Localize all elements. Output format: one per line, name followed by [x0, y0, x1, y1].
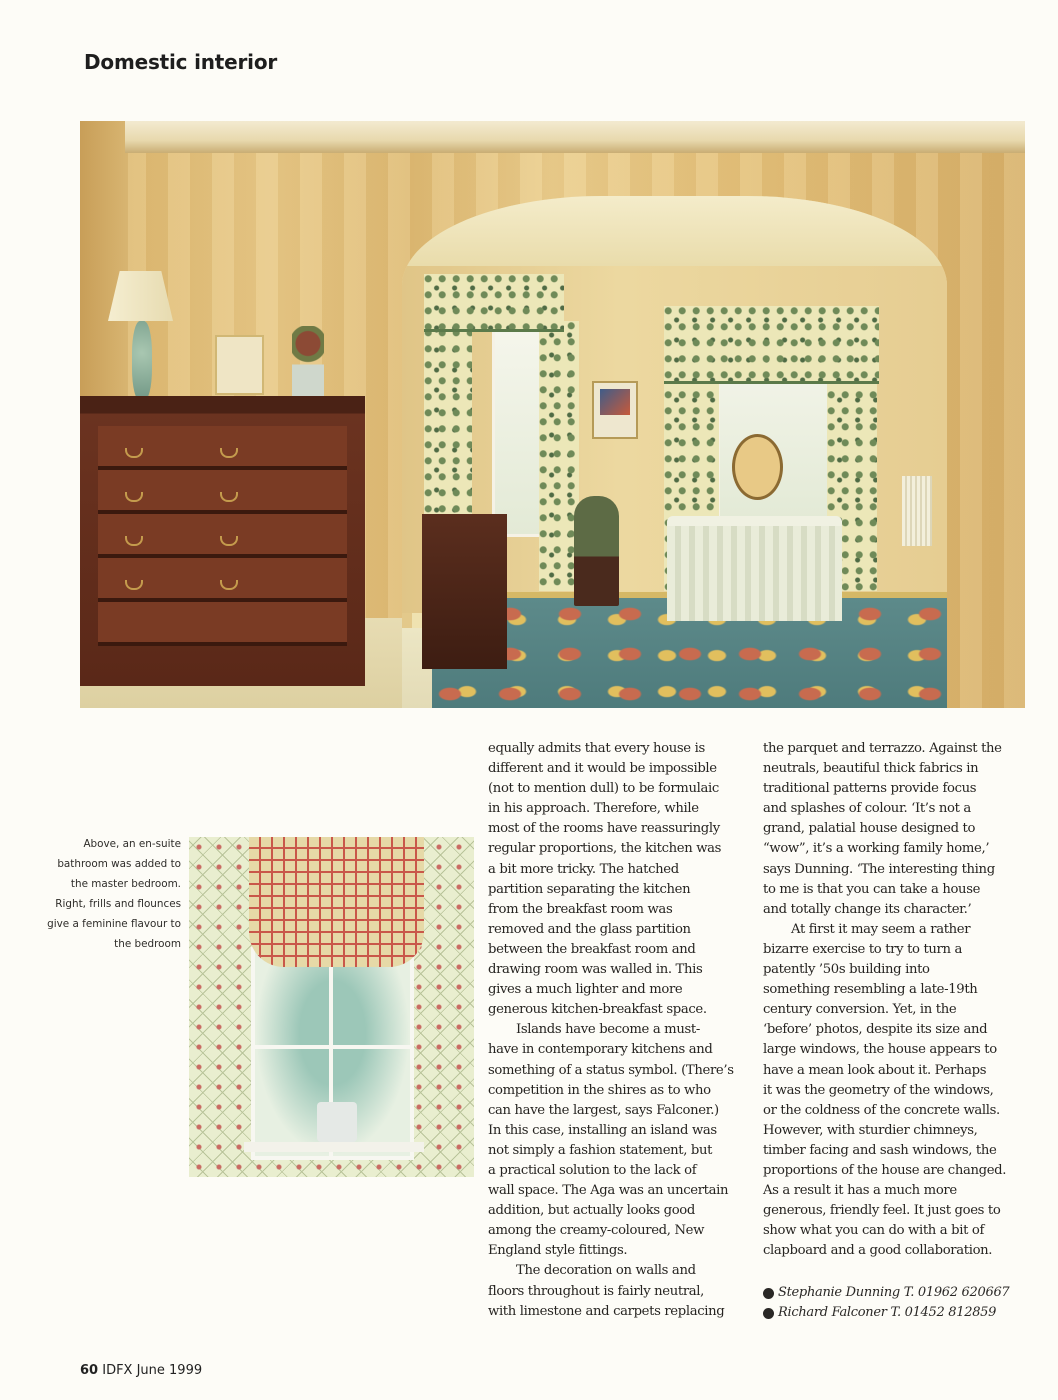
text-line: a practical solution to the lack of [488, 1162, 697, 1178]
contact-text: Stephanie Dunning T. 01962 620667 [778, 1285, 1010, 1300]
text-line: However, with sturdier chimneys, [763, 1122, 978, 1138]
body-column-2 [763, 739, 1025, 1261]
text-line: between the breakfast room and [488, 941, 696, 957]
text-line: As a result it has a much more [763, 1183, 957, 1199]
text-line: the parquet and terrazzo. Against the [763, 741, 1002, 756]
ceramic-lamp-base [132, 321, 152, 401]
text-line: wall space. The Aga was an uncertain [488, 1183, 729, 1199]
contact-text: Richard Falconer T. 01452 812859 [778, 1305, 997, 1320]
inner-ceiling [402, 196, 947, 266]
gingham-chair [574, 496, 619, 606]
cornice-moulding [125, 121, 1025, 153]
text-line: proportions of the house are changed. [763, 1162, 1007, 1178]
text-line: have a mean look about it. Perhaps [763, 1062, 987, 1078]
radiator [902, 476, 932, 546]
caption-line: the bedroom [114, 938, 181, 950]
text-line: says Dunning. ‘The interesting thing [763, 861, 995, 877]
text-line: have in contemporary kitchens and [488, 1042, 713, 1058]
ceramic-pot [317, 1102, 357, 1142]
text-line: large windows, the house appears to [763, 1042, 997, 1058]
framed-picture [592, 381, 638, 439]
text-line: century conversion. Yet, in the [763, 1002, 957, 1018]
text-line: gives a much lighter and more [488, 982, 683, 998]
text-line: competition in the shires as to who [488, 1082, 711, 1098]
text-line: most of the rooms have reassuringly [488, 821, 720, 837]
text-line: show what you can do with a bit of [763, 1223, 985, 1239]
text-line: Islands have become a must- [516, 1022, 700, 1038]
paragraph [763, 920, 1025, 1262]
mahogany-chest-of-drawers [80, 396, 365, 686]
text-line: grand, palatial house designed to [763, 821, 976, 837]
text-line: In this case, installing an island was [488, 1122, 717, 1138]
photo-frame [215, 335, 264, 395]
text-line: generous kitchen-breakfast space. [488, 1002, 707, 1018]
text-line: drawing room was walled in. This [488, 962, 703, 978]
floral-valance [664, 306, 879, 384]
text-line: and totally change its character.’ [763, 901, 972, 917]
caption-line: Right, frills and flounces [55, 898, 181, 910]
text-line: and splashes of colour. ‘It’s not a [763, 801, 971, 817]
text-line: England style fittings. [488, 1243, 628, 1259]
left-window [492, 301, 543, 537]
contact-item [763, 1283, 1025, 1303]
text-line: ‘before’ photos, despite its size and [763, 1022, 988, 1038]
text-line: to me is that you can take a house [763, 881, 981, 897]
oval-mirror [732, 434, 783, 500]
text-line: neutrals, beautiful thick fabrics in [763, 761, 979, 777]
paragraph [488, 1261, 750, 1321]
text-line: traditional patterns provide focus [763, 781, 977, 797]
paragraph [763, 739, 1025, 920]
contact-item [763, 1303, 1025, 1323]
text-line: At first it may seem a rather [791, 921, 971, 937]
bullet-icon [763, 1308, 774, 1319]
text-line: with limestone and carpets replacing [488, 1303, 725, 1319]
caption-line: give a feminine flavour to [47, 918, 181, 930]
text-line: “wow”, it’s a working family home,’ [763, 841, 990, 857]
text-line: clapboard and a good collaboration. [763, 1243, 993, 1259]
caption-line: Above, an en-suite [83, 838, 181, 850]
contacts-list [763, 1283, 1025, 1323]
text-line: (not to mention dull) to be formulaic [488, 781, 719, 797]
text-line: something resembling a late-19th [763, 982, 978, 998]
text-line: regular proportions, the kitchen was [488, 841, 722, 857]
skirted-dressing-table [667, 516, 842, 621]
text-line: or the coldness of the concrete walls. [763, 1102, 1000, 1118]
body-column-1 [488, 739, 750, 1322]
page-number: 60 [80, 1363, 99, 1378]
floral-valance [424, 274, 564, 332]
photo-caption [42, 834, 181, 954]
publication-date: IDFX June 1999 [102, 1363, 203, 1378]
paragraph [488, 739, 750, 1020]
text-line: timber facing and sash windows, the [763, 1142, 997, 1158]
text-line: generous, friendly feel. It just goes to [763, 1203, 1001, 1219]
text-line: equally admits that every house is [488, 741, 705, 756]
small-chest-of-drawers [422, 514, 507, 669]
arched-doorway [402, 196, 947, 708]
text-line: can have the largest, says Falconer.) [488, 1102, 719, 1118]
text-line: a bit more tricky. The hatched [488, 861, 679, 877]
text-line: something of a status symbol. (There’s [488, 1062, 734, 1078]
text-line: from the breakfast room was [488, 901, 673, 917]
window-sill [244, 1142, 424, 1152]
check-festoon-blind [249, 837, 424, 967]
text-line: bizarre exercise to try to turn a [763, 941, 962, 957]
flower-vase [292, 326, 324, 396]
small-photo-window-blind [189, 837, 474, 1177]
text-line: The decoration on walls and [516, 1263, 696, 1279]
text-line: among the creamy-coloured, New [488, 1223, 705, 1239]
floral-curtain [539, 321, 579, 591]
caption-line: bathroom was added to [57, 858, 181, 870]
text-line: not simply a fashion statement, but [488, 1142, 713, 1158]
caption-line: the master bedroom. [70, 878, 181, 890]
text-line: patently ’50s building into [763, 962, 930, 978]
text-line: in his approach. Therefore, while [488, 801, 699, 817]
page-footer [80, 1363, 202, 1378]
text-line: partition separating the kitchen [488, 881, 691, 897]
bullet-icon [763, 1288, 774, 1299]
paragraph [488, 1020, 750, 1261]
text-line: different and it would be impossible [488, 761, 717, 777]
text-line: it was the geometry of the windows, [763, 1082, 994, 1098]
main-photo-bedroom [80, 121, 1025, 708]
text-line: floors throughout is fairly neutral, [488, 1283, 704, 1299]
text-line: addition, but actually looks good [488, 1203, 695, 1219]
text-line: removed and the glass partition [488, 921, 691, 937]
section-title: Domestic interior [84, 50, 278, 74]
